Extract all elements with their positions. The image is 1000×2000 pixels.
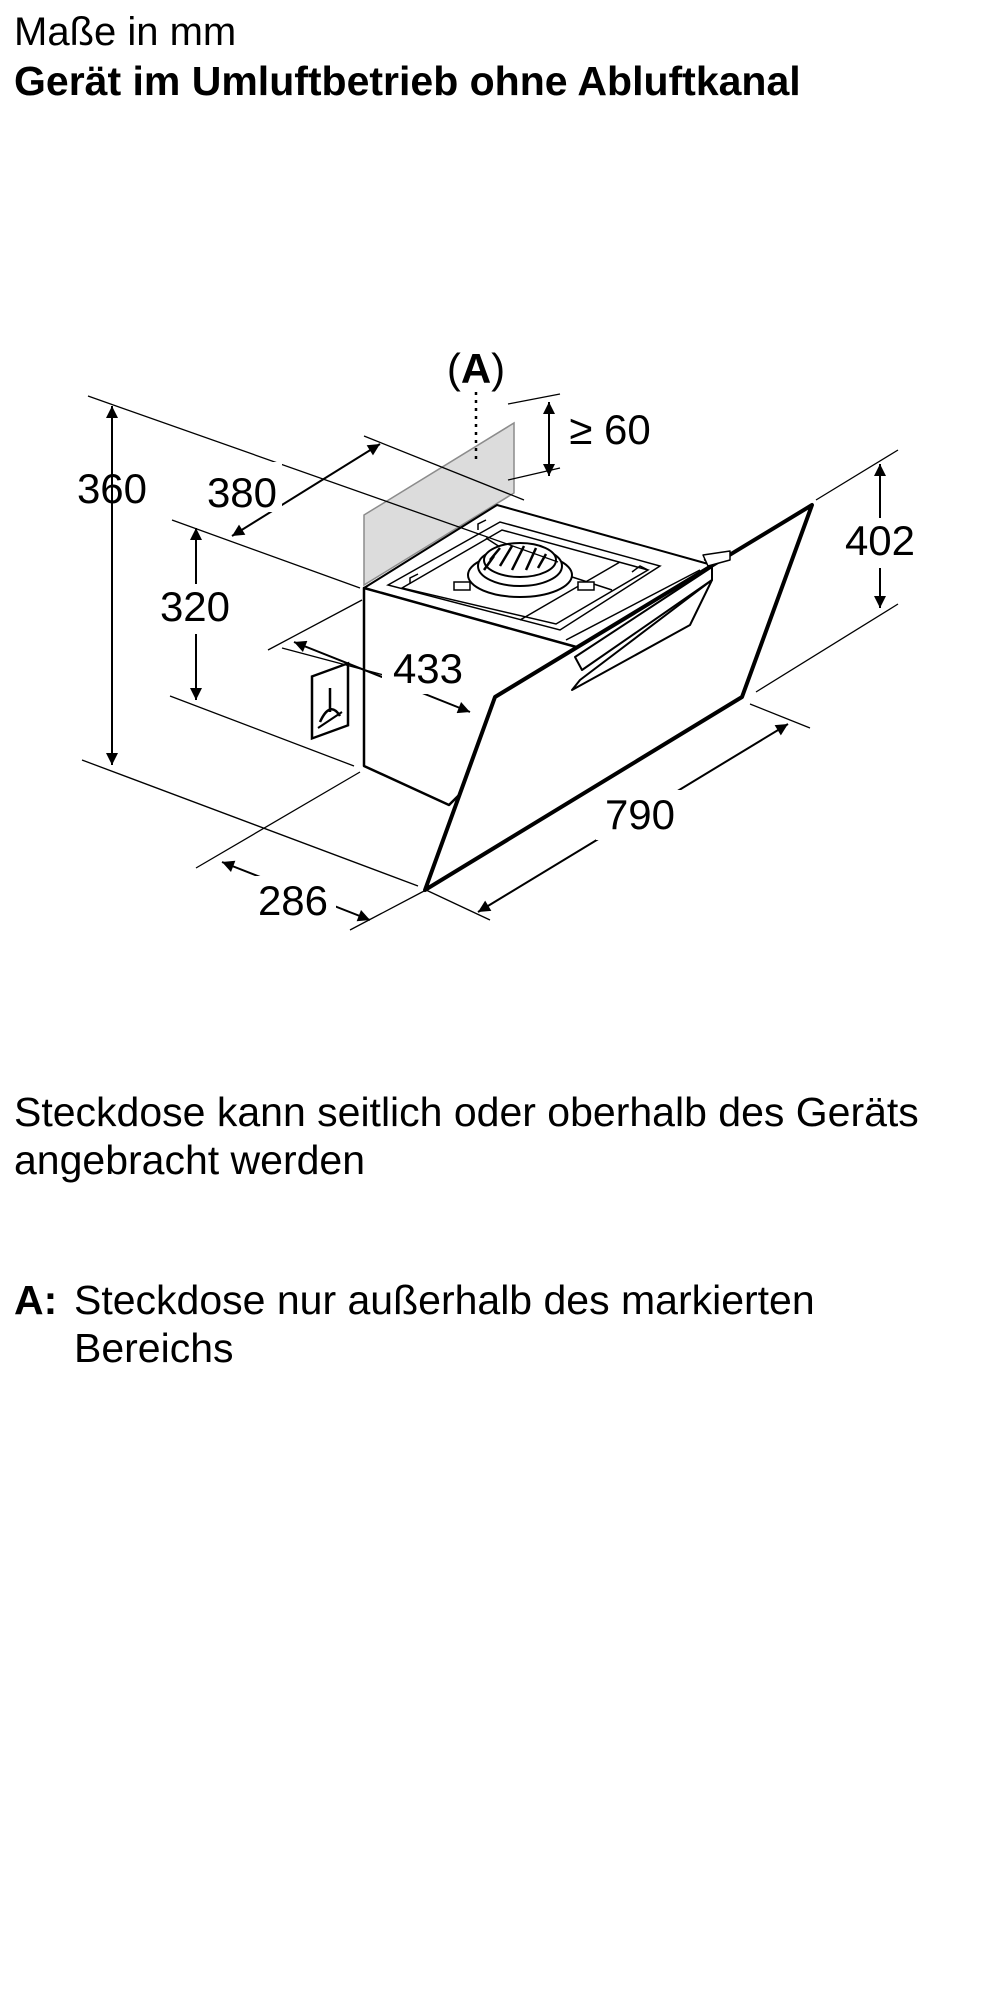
units-label: Maße in mm — [14, 10, 237, 54]
legend-item-a — [14, 1276, 974, 1372]
power-outlet-icon — [312, 663, 348, 738]
dim-inner-depth: 433 — [392, 645, 464, 692]
legend-text: Steckdose nur außerhalb des markierten Bereichs — [74, 1277, 815, 1371]
dim-glass-height: 402 — [844, 517, 916, 564]
dimension-drawing — [0, 330, 1000, 970]
dim-min-clearance: ≥ 60 — [569, 406, 651, 453]
outlet-note: Steckdose kann seitlich oder oberhalb des Geräts angebracht werden — [14, 1089, 919, 1183]
dim-body-height: 320 — [159, 583, 231, 630]
area-marker-open: ( — [446, 345, 461, 392]
area-marker-label — [447, 345, 505, 392]
dim-width: 790 — [604, 791, 676, 838]
page-title: Gerät im Umluftbetrieb ohne Abluftkanal — [14, 58, 801, 104]
page-header — [14, 8, 801, 106]
dim-body-depth: 380 — [206, 469, 278, 516]
dimension-drawing-svg — [0, 330, 1000, 970]
dim-total-height: 360 — [76, 465, 148, 512]
area-marker-letter: A — [460, 345, 492, 392]
dim-bottom-depth: 286 — [257, 877, 329, 924]
legend-key: A: — [14, 1277, 58, 1323]
area-marker-close: ) — [491, 345, 506, 392]
